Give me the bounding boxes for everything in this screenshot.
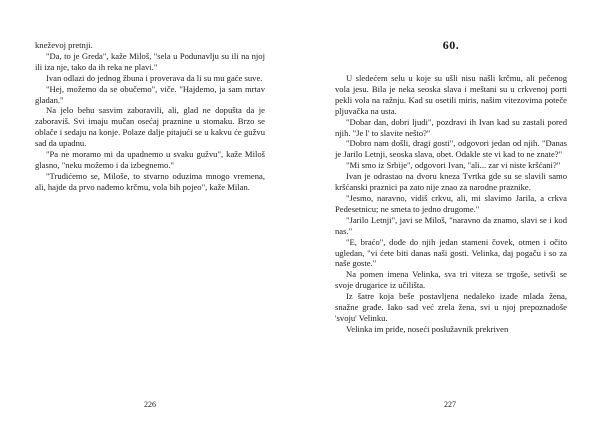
paragraph: Na pomen imena Velinka, sva tri viteza se trgoše, setivši se svoje drugarice iz učilišta. (335, 269, 567, 291)
paragraph: U sledećem selu u koje su ušli nisu našli krčmu, ali pečenog vola jesu. Bila je neka seoska slava i meštani su u crkvenoj porti pekli vola na ražnju. Kad su osetili miris, našim vitezovima poteče pljuvačka na usta. (335, 73, 567, 116)
paragraph: Velinka im priđe, noseći poslužavnik prekriven (346, 323, 509, 334)
paragraph: kneževoj pretnji. (35, 40, 93, 50)
paragraph: "Mi smo iz Srbije", odgovori Ivan, "ali... zar vi niste kršćani?" (346, 160, 561, 171)
paragraph: "E, braćo", dođe do njih jedan stameni čovek, otmen i očito ugledan, "vi ćete biti danas naši gosti. Velinka, daj pogaču i so za naše goste." (335, 236, 567, 269)
paragraph: Na jelo behu sasvim zaboravili, ali, glad ne dopušta da je zaboraviš. Svi imaju mučan osećaj praznine u stomaku. Brzo se oblače i sedaju na konje. Polaze dalje pitajući se u kakvu će gužvu sad da upadnu. (35, 105, 265, 149)
paragraph: "Jarilo Letnji", javi se Miloš, "naravno da znamo, slavi se i kod nas." (335, 214, 567, 236)
paragraph: "Jesmo, naravno, vidiš crkvu, ali, mi slavimo Jarila, a crkva Pedesetnicu; ne smeta to jedno drugome." (335, 192, 567, 214)
right-page (300, 0, 600, 424)
page-number-left: 226 (144, 400, 156, 409)
paragraph: "Dobro nam došli, dragi gosti", odgovori jedan od njih. "Danas je Jarilo Letnji, seoska slava, obet. Odakle ste vi kad to ne znate?" (335, 138, 567, 160)
paragraph: "Dobar dan, dobri ljudi", pozdravi ih Ivan kad su zastali pored njih. "Je l' to slavite nešto?" (335, 116, 567, 138)
page-number-right: 227 (444, 400, 456, 409)
paragraph: "Da, to je Greda", kaže Miloš, "sela u Podunavlju su ili na njoj ili iza nje, tako da ih reka ne plavi." (35, 50, 265, 72)
right-page-text (335, 73, 567, 335)
paragraph: "Pa ne moramo mi da upadnemo u svaku gužvu", kaže Miloš glasno, "neku možemo i da izbegnemo." (35, 149, 265, 170)
paragraph: "Trudićemo se, Miloše, to stvarno oduzima mnogo vremena, ali, hajde da prvo nađemo krčmu, vola bih pojeo", kaže Milan. (35, 170, 265, 192)
paragraph: "Hej, možemo da se obučemo", viče. "Hajdemo, ja sam mrtav gladan." (35, 83, 265, 105)
paragraph: Ivan je odrastao na dvoru kneza Tvrtka gde su se slavili samo kršćanski praznici pa zato nije znao za narodne praznike. (335, 171, 567, 193)
chapter-title: 60. (442, 38, 460, 52)
left-page-text (35, 40, 265, 193)
paragraph: Ivan odlazi do jednog žbuna i proverava da li su mu gaće suve. (46, 72, 263, 83)
paragraph: Iz šatre koja beše postavljena nedaleko izađe mlada žena, snažne građe. Iako sad već zrela žena, svi u njoj prepoznadoše 'svoju' Velinku. (335, 291, 567, 323)
